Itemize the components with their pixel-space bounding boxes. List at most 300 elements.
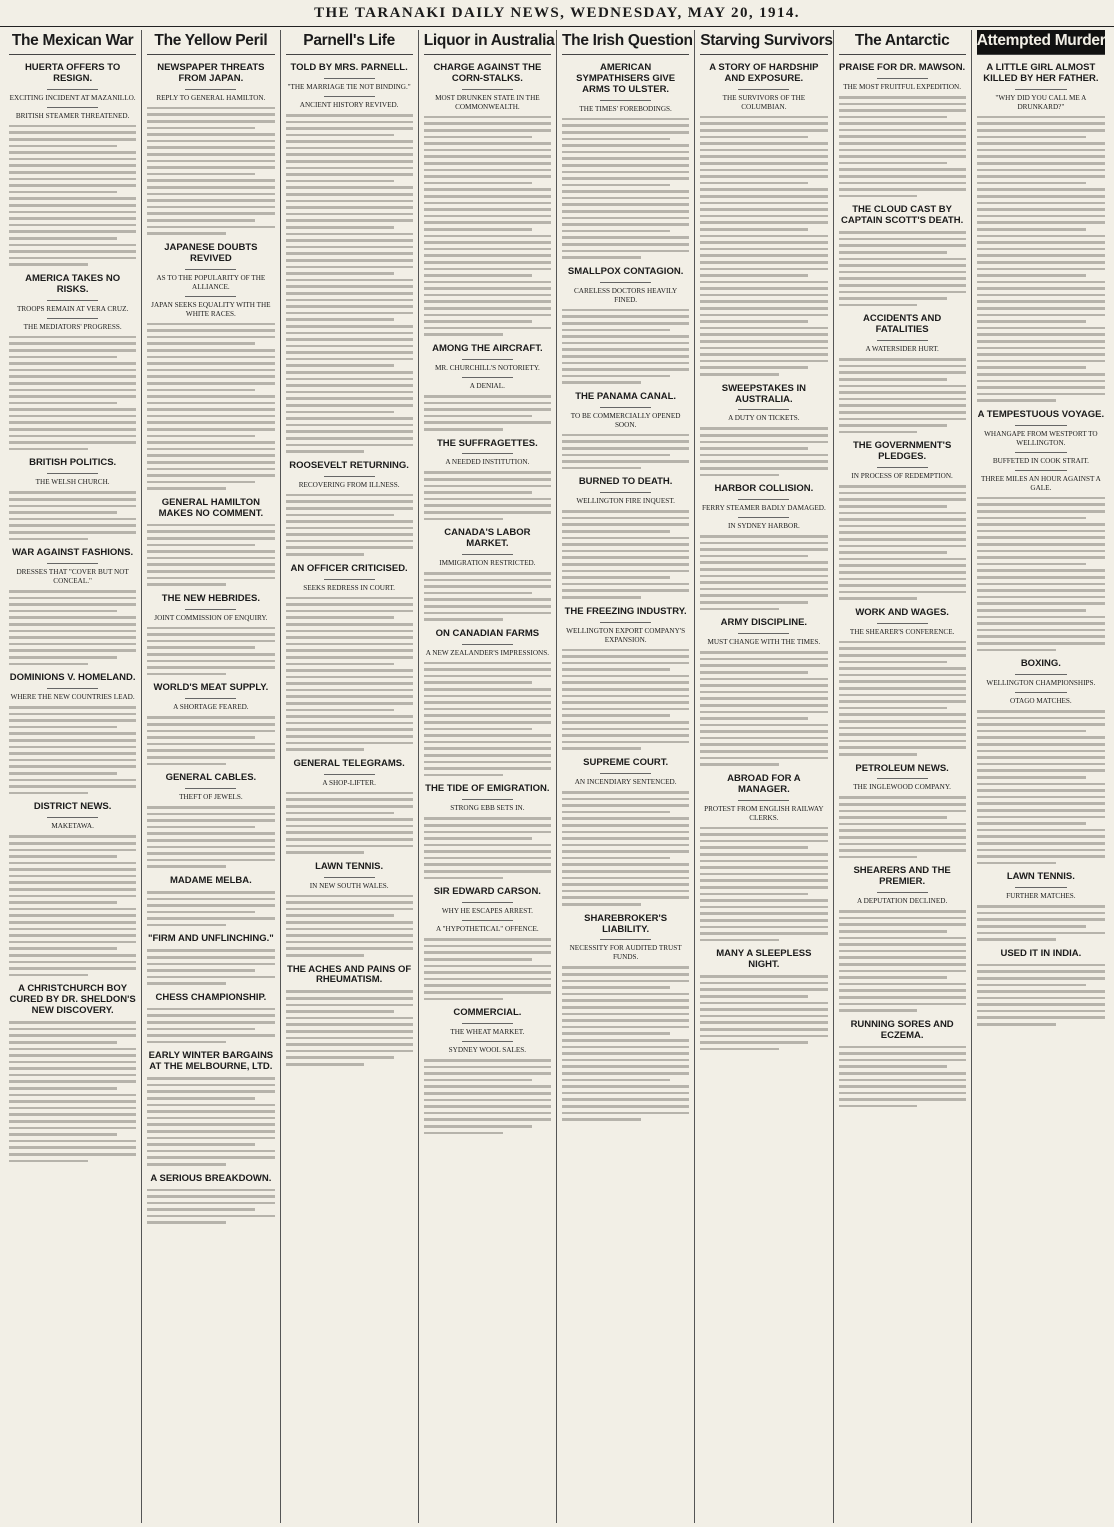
text-line	[562, 655, 689, 658]
text-line	[147, 1117, 274, 1120]
text-line	[424, 1072, 551, 1075]
text-line	[562, 131, 689, 134]
text-line	[9, 257, 136, 260]
text-line	[9, 369, 136, 372]
story-body-text	[977, 964, 1105, 1026]
text-line	[839, 195, 918, 198]
story-body-text	[839, 796, 966, 858]
text-line	[562, 368, 689, 371]
text-line	[9, 138, 136, 141]
text-line	[839, 746, 966, 749]
text-line	[9, 849, 136, 852]
text-line	[424, 767, 551, 770]
text-line	[424, 998, 503, 1001]
text-line	[839, 175, 966, 178]
text-line	[839, 976, 947, 979]
text-line	[286, 669, 413, 672]
text-line	[286, 147, 413, 150]
text-line	[562, 857, 670, 860]
news-column	[695, 30, 833, 1523]
text-line	[9, 1087, 117, 1090]
text-line	[286, 272, 394, 275]
text-line	[977, 523, 1105, 526]
text-line	[562, 467, 641, 470]
text-line	[286, 514, 394, 517]
text-line	[562, 649, 689, 652]
text-line	[286, 941, 413, 944]
headline-divider	[185, 269, 236, 270]
text-line	[9, 171, 136, 174]
text-line	[700, 320, 808, 323]
text-line	[700, 467, 827, 470]
text-line	[147, 107, 274, 110]
headline-divider	[462, 644, 513, 645]
story-subheading: JOINT COMMISSION OF ENQUIRY.	[154, 613, 268, 622]
text-line	[9, 785, 136, 788]
headline-divider	[738, 517, 789, 518]
text-line	[9, 1054, 136, 1057]
text-line	[424, 294, 551, 297]
headline-divider	[462, 554, 513, 555]
news-story	[700, 618, 827, 766]
text-line	[700, 460, 827, 463]
text-line	[562, 563, 689, 566]
text-line	[700, 116, 827, 119]
text-line	[839, 411, 966, 414]
text-line	[147, 146, 274, 149]
story-headline: CHARGE AGAINST THE CORN-STALKS.	[433, 62, 542, 84]
text-line	[9, 342, 136, 345]
text-line	[286, 1010, 394, 1013]
text-line	[147, 846, 274, 849]
text-line	[977, 1003, 1105, 1006]
news-story	[286, 564, 413, 751]
headline-divider	[1015, 89, 1066, 90]
text-line	[286, 792, 413, 795]
text-line	[977, 215, 1105, 218]
text-line	[147, 153, 274, 156]
text-line	[9, 765, 136, 768]
text-line	[286, 153, 413, 156]
news-story	[147, 876, 274, 926]
text-line	[700, 287, 827, 290]
headline-divider	[600, 100, 651, 101]
text-line	[562, 817, 689, 820]
text-line	[424, 491, 532, 494]
text-line	[286, 292, 413, 295]
text-line	[562, 138, 670, 141]
text-line	[424, 478, 551, 481]
text-line	[286, 364, 394, 367]
text-line	[839, 135, 966, 138]
text-line	[562, 184, 670, 187]
headline-divider	[600, 622, 651, 623]
text-line	[9, 928, 136, 931]
story-subheading: FERRY STEAMER BADLY DAMAGED.	[702, 504, 826, 513]
text-line	[147, 179, 274, 182]
column-heading: The Yellow Peril	[147, 30, 274, 55]
text-line	[147, 826, 255, 829]
text-line	[9, 230, 136, 233]
news-story	[147, 934, 274, 984]
text-line	[9, 726, 117, 729]
text-line	[9, 636, 136, 639]
story-headline: DISTRICT NEWS.	[33, 801, 112, 813]
text-line	[700, 162, 827, 165]
text-line	[286, 540, 413, 543]
text-line	[147, 911, 255, 914]
text-line	[700, 261, 827, 264]
text-line	[977, 543, 1105, 546]
news-column	[972, 30, 1110, 1523]
text-line	[424, 747, 551, 750]
text-line	[424, 307, 551, 310]
text-line	[562, 197, 689, 200]
text-line	[839, 188, 966, 191]
news-story	[839, 866, 966, 1011]
text-line	[286, 285, 413, 288]
story-subheading: A SHOP-LIFTER.	[322, 778, 376, 787]
text-line	[147, 660, 274, 663]
text-line	[700, 575, 827, 578]
text-line	[562, 144, 689, 147]
story-subheading: OTAGO MATCHES.	[1010, 697, 1072, 706]
story-body-text	[839, 910, 966, 1012]
text-line	[977, 649, 1057, 652]
text-line	[562, 831, 689, 834]
text-line	[700, 982, 827, 985]
text-line	[562, 362, 689, 365]
text-line	[562, 688, 689, 691]
text-line	[424, 129, 551, 132]
text-line	[977, 849, 1105, 852]
story-subheading: IN NEW SOUTH WALES.	[309, 881, 389, 890]
text-line	[424, 142, 551, 145]
text-line	[286, 520, 413, 523]
text-line	[424, 333, 503, 336]
text-line	[424, 824, 551, 827]
text-line	[839, 674, 966, 677]
story-body-text	[839, 231, 966, 306]
text-line	[700, 763, 779, 766]
text-line	[700, 169, 827, 172]
text-line	[839, 162, 947, 165]
text-line	[147, 530, 274, 533]
text-line	[147, 577, 274, 580]
text-line	[147, 570, 274, 573]
text-line	[147, 743, 274, 746]
news-story	[977, 63, 1105, 402]
story-headline: SMALLPOX CONTAGION.	[567, 265, 684, 277]
story-body-text	[147, 107, 274, 235]
headline-divider	[47, 563, 98, 564]
text-line	[9, 125, 136, 128]
text-line	[286, 239, 413, 242]
news-story	[147, 594, 274, 676]
text-line	[977, 997, 1105, 1000]
text-line	[424, 965, 551, 968]
story-subheading: FURTHER MATCHES.	[1006, 892, 1076, 901]
story-headline: A CHRISTCHURCH BOY CURED BY DR. SHELDON'S NEW DISCOVERY.	[9, 983, 136, 1017]
text-line	[700, 136, 808, 139]
text-line	[977, 855, 1105, 858]
story-subheading: THE TIMES' FOREBODINGS.	[579, 104, 672, 113]
headline-divider	[877, 78, 928, 79]
text-line	[839, 564, 966, 567]
text-line	[424, 254, 551, 257]
text-line	[562, 999, 689, 1002]
text-line	[286, 1056, 394, 1059]
text-line	[562, 741, 689, 744]
text-line	[286, 351, 413, 354]
text-line	[424, 863, 551, 866]
story-subheading: MAKETAWA.	[51, 822, 94, 831]
story-body-text	[700, 651, 827, 766]
text-line	[977, 320, 1086, 323]
story-body-text	[424, 938, 551, 1000]
text-line	[9, 643, 136, 646]
text-line	[839, 989, 966, 992]
news-column	[419, 30, 557, 1523]
text-line	[9, 164, 136, 167]
text-line	[562, 157, 689, 160]
text-line	[700, 340, 827, 343]
story-body-text	[700, 427, 827, 476]
headline-divider	[462, 359, 513, 360]
text-line	[977, 589, 1105, 592]
news-story	[147, 993, 274, 1043]
text-line	[286, 397, 413, 400]
text-line	[9, 901, 117, 904]
news-story	[700, 484, 827, 610]
text-line	[700, 684, 827, 687]
text-line	[977, 723, 1105, 726]
text-line	[700, 886, 827, 889]
headline-divider	[600, 492, 651, 493]
text-line	[700, 737, 827, 740]
text-line	[286, 921, 413, 924]
text-line	[977, 195, 1105, 198]
news-story	[562, 63, 689, 259]
text-line	[839, 943, 966, 946]
text-line	[9, 382, 136, 385]
news-story	[9, 984, 136, 1162]
text-line	[424, 761, 551, 764]
story-headline: EARLY WINTER BARGAINS AT THE MELBOURNE, LTD.	[148, 1050, 274, 1073]
text-line	[977, 300, 1105, 303]
news-story	[147, 1174, 274, 1224]
text-line	[839, 149, 966, 152]
text-line	[562, 118, 689, 121]
text-line	[147, 749, 274, 752]
text-line	[562, 1098, 689, 1101]
text-line	[147, 474, 274, 477]
story-headline: A STORY OF HARDSHIP AND EXPOSURE.	[709, 62, 819, 84]
text-line	[977, 129, 1105, 132]
story-body-text	[286, 494, 413, 556]
text-line	[424, 136, 532, 139]
text-line	[286, 391, 413, 394]
text-line	[839, 956, 966, 959]
text-line	[977, 175, 1105, 178]
news-story	[700, 63, 827, 376]
text-line	[562, 1032, 670, 1035]
text-line	[147, 481, 255, 484]
text-line	[147, 468, 274, 471]
text-line	[424, 877, 503, 880]
text-line	[424, 485, 551, 488]
text-line	[977, 228, 1086, 231]
text-line	[424, 395, 551, 398]
text-line	[147, 219, 255, 222]
text-line	[977, 340, 1105, 343]
text-line	[424, 415, 532, 418]
story-body-text	[424, 116, 551, 336]
text-line	[839, 518, 966, 521]
text-line	[286, 895, 413, 898]
headline-divider	[185, 609, 236, 610]
text-line	[286, 914, 394, 917]
story-headline: SWEEPSTAKES IN AUSTRALIA.	[721, 382, 807, 405]
story-body-text	[839, 358, 966, 433]
text-line	[9, 421, 136, 424]
text-line	[9, 402, 117, 405]
text-line	[562, 355, 689, 358]
text-line	[977, 208, 1105, 211]
text-line	[977, 268, 1105, 271]
text-line	[9, 362, 136, 365]
story-headline: BURNED TO DEATH.	[578, 476, 673, 488]
text-line	[147, 806, 274, 809]
text-line	[147, 723, 274, 726]
text-line	[839, 1009, 918, 1012]
text-line	[424, 274, 532, 277]
text-line	[286, 838, 413, 841]
text-line	[977, 816, 1105, 819]
text-line	[9, 375, 136, 378]
story-headline: THE FREEZING INDUSTRY.	[564, 605, 687, 617]
text-line	[562, 721, 689, 724]
text-line	[147, 421, 274, 424]
text-line	[424, 1092, 551, 1095]
text-line	[286, 546, 413, 549]
story-headline: SHEARERS AND THE PREMIER.	[853, 865, 951, 888]
text-line	[424, 175, 551, 178]
text-line	[147, 653, 274, 656]
text-line	[424, 122, 551, 125]
text-line	[562, 543, 689, 546]
headline-divider	[47, 300, 98, 301]
text-line	[700, 846, 808, 849]
text-line	[9, 881, 136, 884]
text-line	[147, 329, 274, 332]
news-column	[281, 30, 419, 1523]
text-line	[147, 389, 255, 392]
story-headline: WORLD'S MEAT SUPPLY.	[153, 682, 269, 694]
news-story	[286, 63, 413, 453]
text-line	[839, 531, 966, 534]
text-line	[147, 904, 274, 907]
text-line	[9, 719, 136, 722]
story-headline: GENERAL CABLES.	[165, 772, 257, 784]
text-line	[977, 307, 1105, 310]
text-line	[977, 596, 1105, 599]
text-line	[147, 640, 274, 643]
text-line	[700, 860, 827, 863]
story-subheading: RECOVERING FROM ILLNESS.	[298, 480, 400, 489]
text-line	[424, 857, 551, 860]
text-line	[147, 1130, 274, 1133]
text-line	[977, 938, 1057, 941]
text-line	[700, 122, 827, 125]
text-line	[147, 1008, 274, 1011]
story-headline: THE CLOUD CAST BY CAPTAIN SCOTT'S DEATH.	[841, 204, 964, 227]
text-line	[147, 448, 274, 451]
text-line	[9, 855, 117, 858]
headline-divider	[877, 467, 928, 468]
text-line	[9, 191, 117, 194]
story-subheading: A NEEDED INSTITUTION.	[445, 458, 530, 467]
text-line	[562, 1072, 689, 1075]
text-line	[700, 939, 779, 942]
text-line	[839, 505, 947, 508]
story-subheading: MUST CHANGE WITH THE TIMES.	[707, 638, 821, 647]
text-line	[9, 1140, 136, 1143]
text-line	[286, 947, 413, 950]
text-line	[977, 583, 1105, 586]
headline-divider	[47, 89, 98, 90]
text-line	[562, 1019, 689, 1022]
text-line	[147, 1143, 255, 1146]
text-line	[147, 673, 226, 676]
text-line	[977, 235, 1105, 238]
text-line	[562, 668, 670, 671]
text-line	[839, 849, 966, 852]
text-line	[977, 1010, 1105, 1013]
text-line	[9, 1113, 136, 1116]
text-line	[286, 533, 413, 536]
text-line	[839, 545, 966, 548]
text-line	[9, 862, 136, 865]
text-line	[839, 816, 947, 819]
text-line	[562, 124, 689, 127]
text-line	[562, 966, 689, 969]
headline-divider	[462, 1041, 513, 1042]
text-line	[286, 798, 413, 801]
text-line	[839, 358, 966, 361]
text-line	[839, 304, 918, 307]
text-line	[977, 517, 1086, 520]
text-line	[9, 1100, 136, 1103]
story-headline: THE PANAMA CANAL.	[575, 390, 677, 402]
news-story	[562, 914, 689, 1121]
headline-divider	[1015, 425, 1066, 426]
text-line	[839, 856, 918, 859]
story-body-text	[562, 791, 689, 906]
text-line	[286, 186, 413, 189]
text-line	[147, 969, 255, 972]
text-line	[977, 327, 1105, 330]
news-story	[839, 441, 966, 600]
text-line	[839, 129, 966, 132]
text-line	[286, 702, 413, 705]
text-line	[700, 235, 827, 238]
text-line	[839, 707, 947, 710]
text-line	[977, 789, 1105, 792]
text-line	[9, 178, 136, 181]
text-line	[700, 711, 827, 714]
text-line	[562, 223, 689, 226]
